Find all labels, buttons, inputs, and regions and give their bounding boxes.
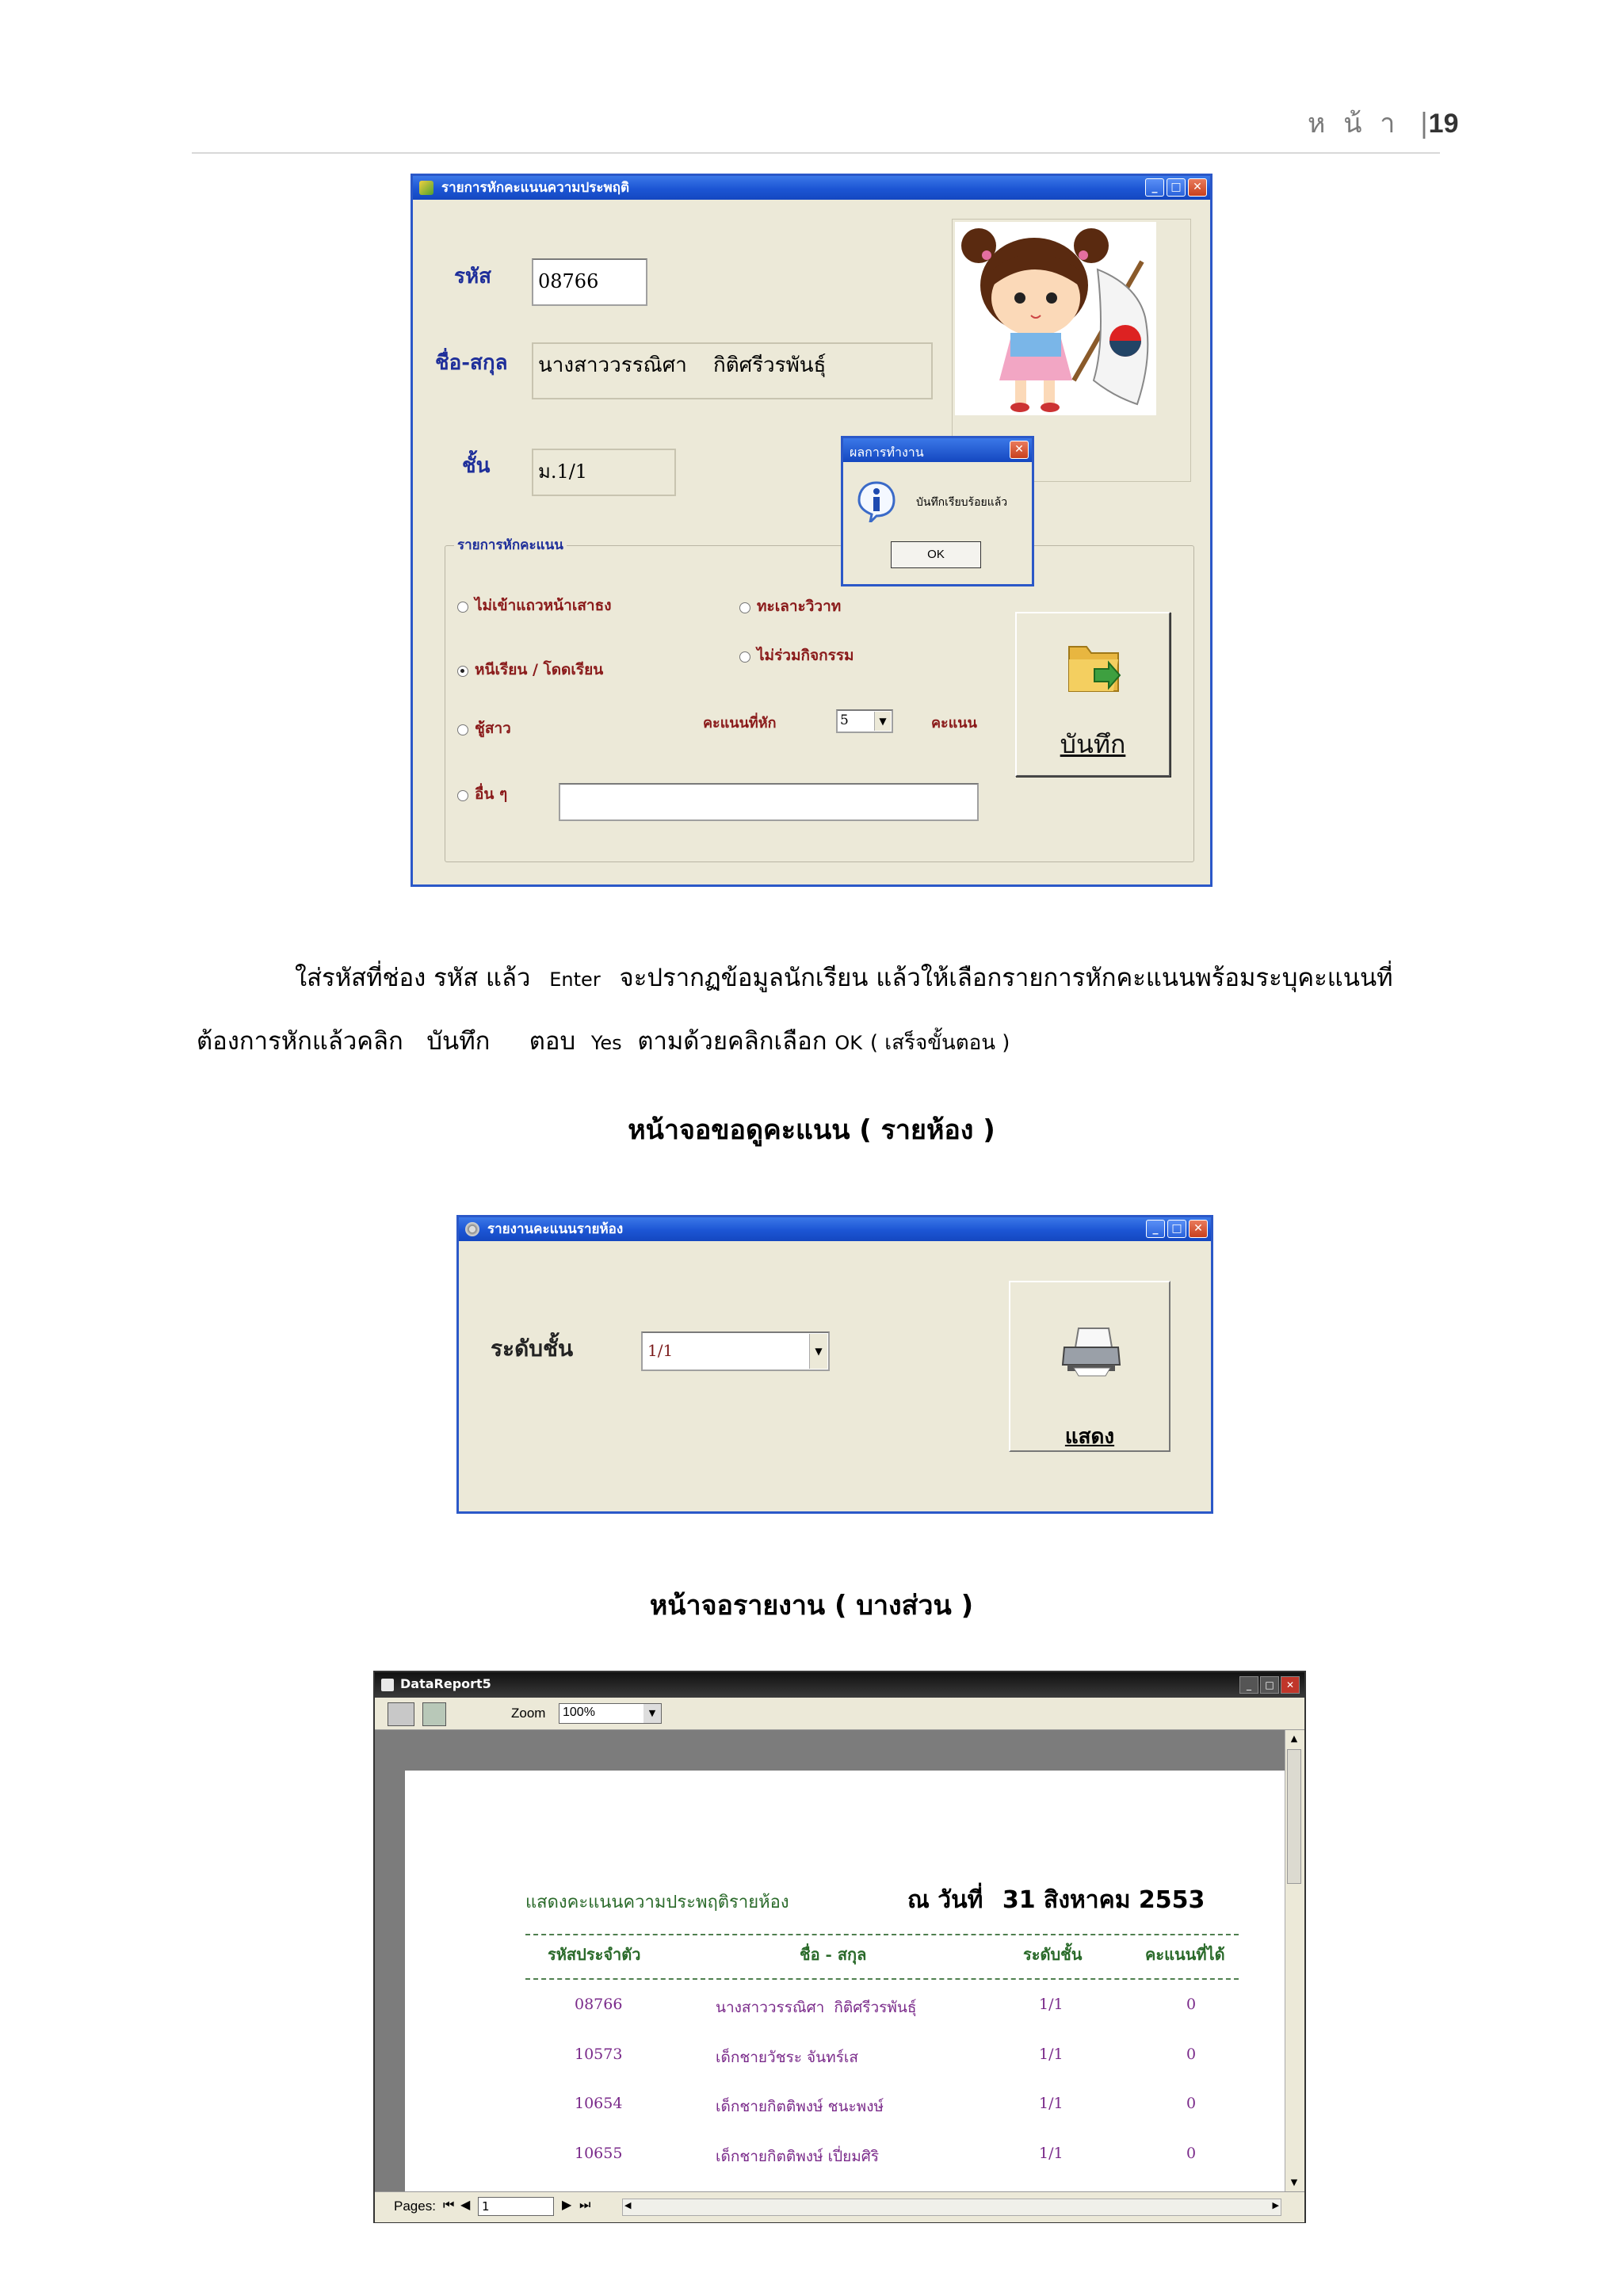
dialog-message: บันทึกเรียบร้อยแล้ว: [916, 496, 1008, 509]
heading-view-scores: หน้าจอขอดูคะแนน ( รายห้อง ): [628, 1114, 995, 1146]
instruction-2a: ต้องการหักแล้วคลิก บันทึก ตอบ: [197, 1027, 576, 1056]
class-report-titlebar: [459, 1217, 1211, 1241]
cartoon-girl-icon: [955, 222, 1156, 415]
instruction-2-key: Yes: [590, 1032, 622, 1054]
radio-skip-class[interactable]: [457, 666, 468, 677]
gear-icon: [465, 1222, 479, 1236]
page-value: 1: [482, 2199, 490, 2214]
show-button[interactable]: [1009, 1281, 1170, 1452]
zoom-value: 100%: [563, 1706, 595, 1719]
row-name: เด็กชายกิตติพงษ์ เปี่ยมศิริ: [716, 2148, 880, 2165]
report-titlebar: [375, 1672, 1304, 1698]
dialog-ok-button[interactable]: OK: [891, 541, 981, 568]
last-page-icon[interactable]: ⏭: [579, 2197, 591, 2212]
instruction-2c: ( เสร็จขั้นตอน ): [869, 1031, 1010, 1055]
table-row: [375, 1996, 1278, 2019]
page-separator: |: [1419, 108, 1429, 139]
dropdown-arrow-icon[interactable]: ▼: [809, 1334, 827, 1369]
report-app-icon: [381, 1679, 394, 1691]
date-label: ณ วันที่: [907, 1886, 983, 1914]
radio-absent-assembly[interactable]: [457, 602, 468, 613]
zoom-select[interactable]: [559, 1703, 662, 1724]
instruction-line-1: [295, 957, 1393, 997]
row-name: นางสาววรรณิศา กิติศรีวรพันธุ์: [716, 1999, 917, 2016]
report-window-title: DataReport5: [400, 1676, 491, 1691]
maximize-button[interactable]: □: [1167, 1220, 1186, 1238]
dialog-close-button[interactable]: ✕: [1010, 441, 1029, 459]
group-label: รายการหักคะแนน: [454, 534, 567, 556]
page-label: ห น้ า: [1308, 108, 1400, 139]
close-button[interactable]: ✕: [1281, 1676, 1300, 1694]
page-input[interactable]: [478, 2197, 554, 2216]
show-button-label: แสดง: [1064, 1425, 1115, 1449]
class-label: ชั้น: [462, 454, 491, 478]
table-row: [375, 2046, 1278, 2069]
deduct-unit: คะแนน: [931, 715, 977, 732]
row-level: 1/1: [1039, 2046, 1064, 2063]
column-name: ชื่อ - สกุล: [800, 1945, 867, 1964]
row-code: 10573: [575, 2046, 623, 2063]
result-dialog: [841, 436, 1034, 586]
column-code: รหัสประจำตัว: [548, 1945, 641, 1964]
row-score: 0: [1186, 1996, 1197, 2013]
code-input[interactable]: 08766: [532, 258, 647, 306]
close-button[interactable]: ✕: [1189, 1220, 1208, 1238]
option-no-activity: ไม่ร่วมกิจกรรม: [757, 647, 854, 664]
report-rule-header: [525, 1978, 1239, 1980]
dialog-titlebar: [843, 438, 1032, 462]
radio-other[interactable]: [457, 790, 468, 801]
instruction-2-ok: OK: [834, 1032, 862, 1054]
instruction-1a: ใส่รหัสที่ช่อง รหัส แล้ว: [295, 964, 531, 992]
deduct-select[interactable]: [836, 709, 893, 733]
row-name: เด็กชายกิตติพงษ์ ชนะพงษ์: [716, 2098, 884, 2115]
deduct-value: 5: [840, 712, 849, 728]
header-rule: [192, 152, 1440, 154]
option-romance: ชู้สาว: [475, 720, 511, 737]
row-level: 1/1: [1039, 1996, 1064, 2013]
option-skip-class: หนีเรียน / โดดเรียน: [475, 661, 604, 678]
radio-no-activity[interactable]: [739, 651, 750, 663]
app-icon: [419, 181, 433, 195]
scroll-up-icon[interactable]: ▲: [1290, 1733, 1298, 1744]
row-code: 10654: [575, 2095, 623, 2112]
window-title: รายการหักคะแนนความประพฤติ: [441, 180, 630, 196]
row-level: 1/1: [1039, 2095, 1064, 2112]
page-header: [1308, 101, 1458, 144]
printer-icon: [1060, 1324, 1123, 1379]
pages-label: Pages:: [394, 2199, 436, 2214]
print-report-icon[interactable]: [388, 1702, 414, 1726]
level-value: 1/1: [647, 1341, 674, 1360]
name-label: ชื่อ-สกุล: [435, 351, 508, 375]
close-button[interactable]: ✕: [1188, 178, 1207, 197]
option-absent-assembly: ไม่เข้าแถวหน้าเสาธง: [475, 597, 612, 614]
minimize-button[interactable]: _: [1145, 178, 1164, 197]
folder-arrow-icon: [1063, 636, 1126, 699]
horizontal-scrollbar[interactable]: [622, 2199, 1281, 2216]
row-score: 0: [1186, 2095, 1197, 2112]
date-value: 31 สิงหาคม 2553: [1002, 1886, 1205, 1914]
save-button[interactable]: [1015, 612, 1170, 777]
scroll-right-icon[interactable]: ▶: [1272, 2200, 1279, 2210]
zoom-label: Zoom: [511, 1706, 546, 1721]
deduction-window: [411, 174, 1212, 887]
instruction-1b: จะปรากฏข้อมูลนักเรียน แล้วให้เลือกรายการหักคะแนนพร้อมระบุคะแนนที่: [619, 964, 1393, 992]
deduct-label: คะแนนที่หัก: [703, 715, 777, 732]
data-report-window: [373, 1671, 1306, 2223]
scroll-left-icon[interactable]: ◀: [624, 2200, 632, 2210]
instruction-line-2: [197, 1021, 1010, 1060]
class-report-title: รายงานคะแนนรายห้อง: [487, 1221, 624, 1237]
deduction-window-titlebar: [413, 176, 1210, 200]
scroll-thumb[interactable]: [1287, 1749, 1301, 1884]
level-select[interactable]: [641, 1331, 830, 1371]
radio-fighting[interactable]: [739, 602, 750, 613]
student-photo: [955, 222, 1156, 415]
report-date: [907, 1881, 1205, 1919]
row-code: 08766: [575, 1996, 623, 2013]
option-fighting: ทะเลาะวิวาท: [757, 598, 842, 615]
report-rule-top: [525, 1934, 1239, 1935]
save-button-label: บันทึก: [1060, 729, 1126, 759]
row-score: 0: [1186, 2046, 1197, 2063]
column-level: ระดับชั้น: [1023, 1945, 1083, 1964]
report-page: [405, 1771, 1285, 2191]
maximize-button[interactable]: □: [1167, 178, 1186, 197]
radio-romance[interactable]: [457, 724, 468, 735]
dropdown-arrow-icon[interactable]: ▼: [643, 1704, 661, 1723]
scroll-down-icon[interactable]: ▼: [1290, 2177, 1298, 2187]
heading-report: หน้าจอรายงาน ( บางส่วน ): [649, 1590, 974, 1622]
first-page-icon[interactable]: ⏮: [443, 2197, 455, 2212]
table-row: [375, 2095, 1278, 2118]
vertical-scrollbar[interactable]: [1285, 1730, 1304, 2191]
level-label: ระดับชั้น: [491, 1335, 574, 1362]
code-label: รหัส: [454, 265, 491, 288]
minimize-button[interactable]: _: [1239, 1676, 1258, 1694]
row-name: เด็กชายวัชระ จันทร์เส: [716, 2049, 858, 2066]
export-report-icon[interactable]: [422, 1702, 446, 1726]
table-row: [375, 2145, 1278, 2168]
page-number: 19: [1428, 109, 1459, 139]
row-code: 10655: [575, 2145, 623, 2162]
class-input[interactable]: ม.1/1: [532, 449, 676, 496]
row-level: 1/1: [1039, 2145, 1064, 2162]
minimize-button[interactable]: _: [1146, 1220, 1165, 1238]
row-score: 0: [1186, 2145, 1197, 2162]
dialog-title: ผลการทำงาน: [850, 445, 924, 460]
dropdown-arrow-icon[interactable]: ▼: [874, 712, 891, 731]
other-reason-input[interactable]: [559, 783, 979, 821]
report-heading: แสดงคะแนนความประพฤติรายห้อง: [525, 1893, 789, 1912]
info-icon: [857, 481, 896, 522]
instruction-1-key: Enter: [549, 968, 601, 991]
column-score: คะแนนที่ได้: [1145, 1945, 1225, 1964]
option-other: อื่น ๆ: [475, 785, 508, 803]
report-toolbar: [375, 1698, 1304, 1730]
instruction-2b: ตามด้วยคลิกเลือก: [637, 1027, 827, 1056]
class-report-window: [456, 1215, 1213, 1514]
prev-page-icon[interactable]: ◀: [460, 2197, 471, 2212]
report-statusbar: [375, 2191, 1304, 2222]
maximize-button[interactable]: □: [1260, 1676, 1279, 1694]
name-input[interactable]: นางสาววรรณิศา กิติศรีวรพันธุ์: [532, 342, 933, 399]
next-page-icon[interactable]: ▶: [562, 2197, 572, 2212]
